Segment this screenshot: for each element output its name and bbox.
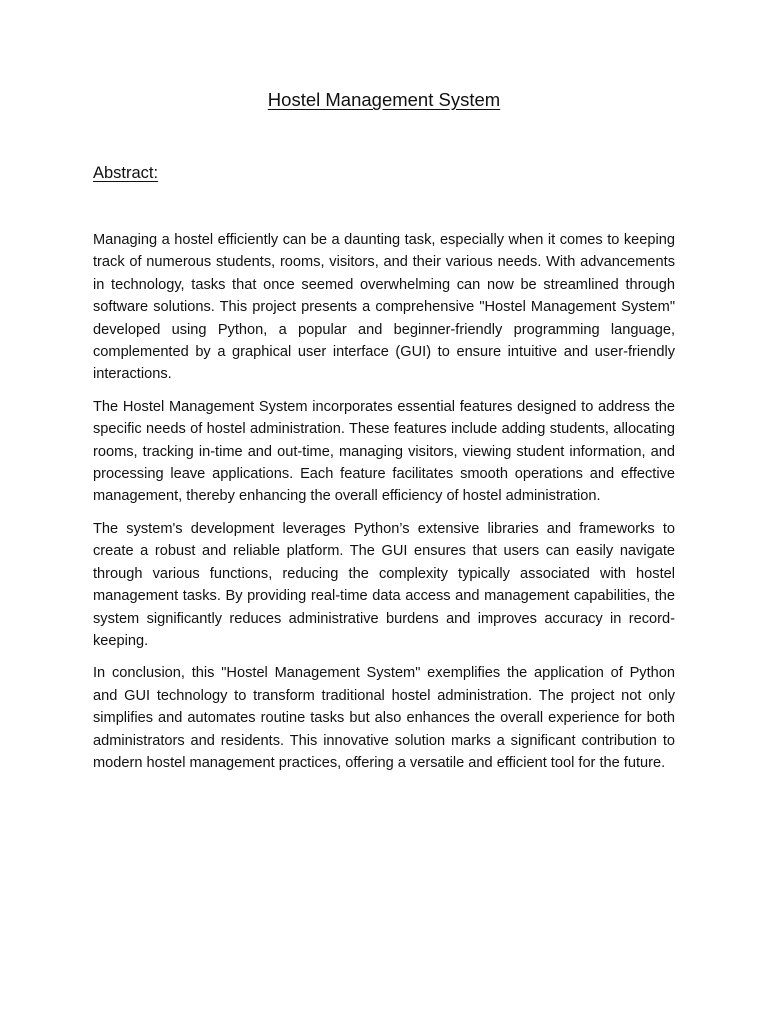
paragraph-3: The system's development leverages Python’s extensive libraries and frameworks to create a robust and reliable platform. The GUI ensures that users can easily navigate through various functions, reducing the complexity typically associated with hostel management tasks. By providing real-time data access and management capabilities, the system significantly reduces administrative burdens and improves accuracy in record-keeping. [93,520,675,649]
paragraph-1: Managing a hostel efficiently can be a daunting task, especially when it comes to keeping track of numerous students, rooms, visitors, and their various needs. With advancements in technology, tasks that once seemed overwhelming can now be streamlined through software solutions. This project presents a comprehensive "Hostel Management System" developed using Python, a popular and beginner-friendly programming language, complemented by a graphical user interface (GUI) to ensure intuitive and user-friendly interactions. [93,232,675,383]
paragraph-4: In conclusion, this "Hostel Management System" exemplifies the application of Python and GUI technology to transform traditional hostel administration. The project not only simplifies and automates routine tasks but also enhances the overall experience for both administrators and residents. This innovative solution marks a significant contribution to modern hostel management practices, offering a versatile and efficient tool for the future. [93,665,675,771]
abstract-body [93,229,675,784]
document-title: Hostel Management System [267,89,501,110]
paragraph-2: The Hostel Management System incorporates essential features designed to address the specific needs of hostel administration. These features include adding students, allocating rooms, tracking in-time and out-time, managing visitors, viewing student information, and processing leave applications. Each feature facilitates smooth operations and effective management, thereby enhancing the overall efficiency of hostel administration. [93,398,675,505]
abstract-heading: Abstract: [93,164,159,182]
